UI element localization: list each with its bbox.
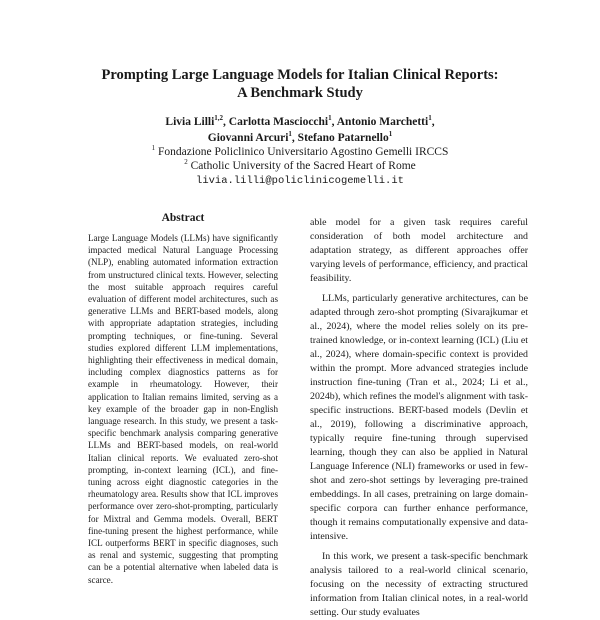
affiliation-text: Catholic University of the Sacred Heart of Rome xyxy=(190,160,416,172)
author-affil-sup: 1,2 xyxy=(214,114,224,123)
contact-email: livia.lilli@policlinicogemelli.it xyxy=(196,175,404,187)
body-paragraph-3: In this work, we present a task-specific benchmark analysis tailored to a real-world clinical scenario, focusing on the necessity of extracting structured information from Italian clinical notes, in a real-world setting. Our study evaluates xyxy=(310,551,528,618)
author-affil-sup: 1 xyxy=(388,130,393,139)
author-affil-sup: 1 xyxy=(428,114,432,123)
affiliation-2 xyxy=(60,159,540,174)
title-line-2: A Benchmark Study xyxy=(237,85,363,101)
author-name: Stefano Patarnello xyxy=(297,132,389,144)
affiliation-1 xyxy=(60,145,540,160)
author-name: Carlotta Masciocchi xyxy=(228,116,329,128)
affiliation-text: Fondazione Policlinico Universitario Agostino Gemelli IRCCS xyxy=(158,146,449,158)
body-column-right xyxy=(310,216,528,620)
author-name: Livia Lilli xyxy=(165,116,215,128)
abstract-text: Large Language Models (LLMs) have significantly impacted medical Natural Language Processing (NLP), enabling automated information extraction from unstructured clinical texts. However, selecting the most suitable approach requires careful evaluation of different model architectures, such as generative LLMs and BERT-based models, along with appropriate adaptation strategies, including prompting techniques, or fine-tuning. Several studies explored different LLM implementations, highlighting their effectiveness in medical domain, including complex diagnostics patterns as for example in rheumatology. However, their application to Italian remains limited, serving as a key example of the broader gap in non-English language research. In this study, we present a task-specific benchmark analysis comparing generative LLMs and BERT-based models, on real-world Italian clinical reports. We evaluated zero-shot prompting, in-context learning (ICL), and fine-tuning across eight diagnostic categories in the rheumatology area. Results show that ICL improves performance over zero-shot-prompting, particularly for Mixtral and Gemma models. Overall, BERT fine-tuning present the highest performance, while ICL outperforms BERT in specific diagnoses, such as renal and systemic, suggesting that prompting can be a potential alternative when labeled data is scarce. xyxy=(88,233,278,585)
author-name: Antonio Marchetti xyxy=(336,116,429,128)
author-affil-sup: 1 xyxy=(288,130,292,139)
authors-line-2: Giovanni Arcuri$^1$, Stefano Patarnello$^1$ xyxy=(207,130,393,144)
abstract-heading: Abstract xyxy=(161,212,205,224)
author-list xyxy=(60,114,540,146)
author-name: Giovanni Arcuri xyxy=(207,132,289,144)
author-affil-sup: 1 xyxy=(328,114,332,123)
affiliation-sup: 2 xyxy=(184,158,188,167)
body-paragraph-2: LLMs, particularly generative architectures, can be adapted through zero-shot prompting (Sivarajkumar et al., 2024), where the model relies solely on its pre-trained knowledge, or in-context learning (ICL) (Liu et al., 2024), where domain-specific context is provided within the prompt. More advanced strategies include instruction fine-tuning (Tran et al., 2024; Li et al., 2024b), which refines the model's alignment with task-specific instructions. BERT-based models (Devlin et al., 2019), following a discriminative approach, typically require fine-tuning through supervised learning, though they can also be applied in Natural Language Inference (NLI) frameworks or used in few-shot and zero-shot settings by leveraging pre-trained embeddings. In all cases, pretraining on large domain-specific corpora can further enhance performance, though it remains computationally expensive and data-intensive. xyxy=(310,293,528,542)
title-line-1: Prompting Large Language Models for Italian Clinical Reports: xyxy=(101,67,499,83)
paper-title xyxy=(60,66,540,102)
body-paragraph-1: able model for a given task requires careful consideration of both model architecture and adaptation strategy, as different approaches offer varying levels of performance, efficiency, and practical feasibility. xyxy=(310,217,528,284)
authors-line-1: Livia Lilli$^{1,2}$, Carlotta Masciocchi$^1$, Antonio Marchetti$^1$, xyxy=(165,114,435,128)
affiliation-sup: 1 xyxy=(151,144,156,153)
